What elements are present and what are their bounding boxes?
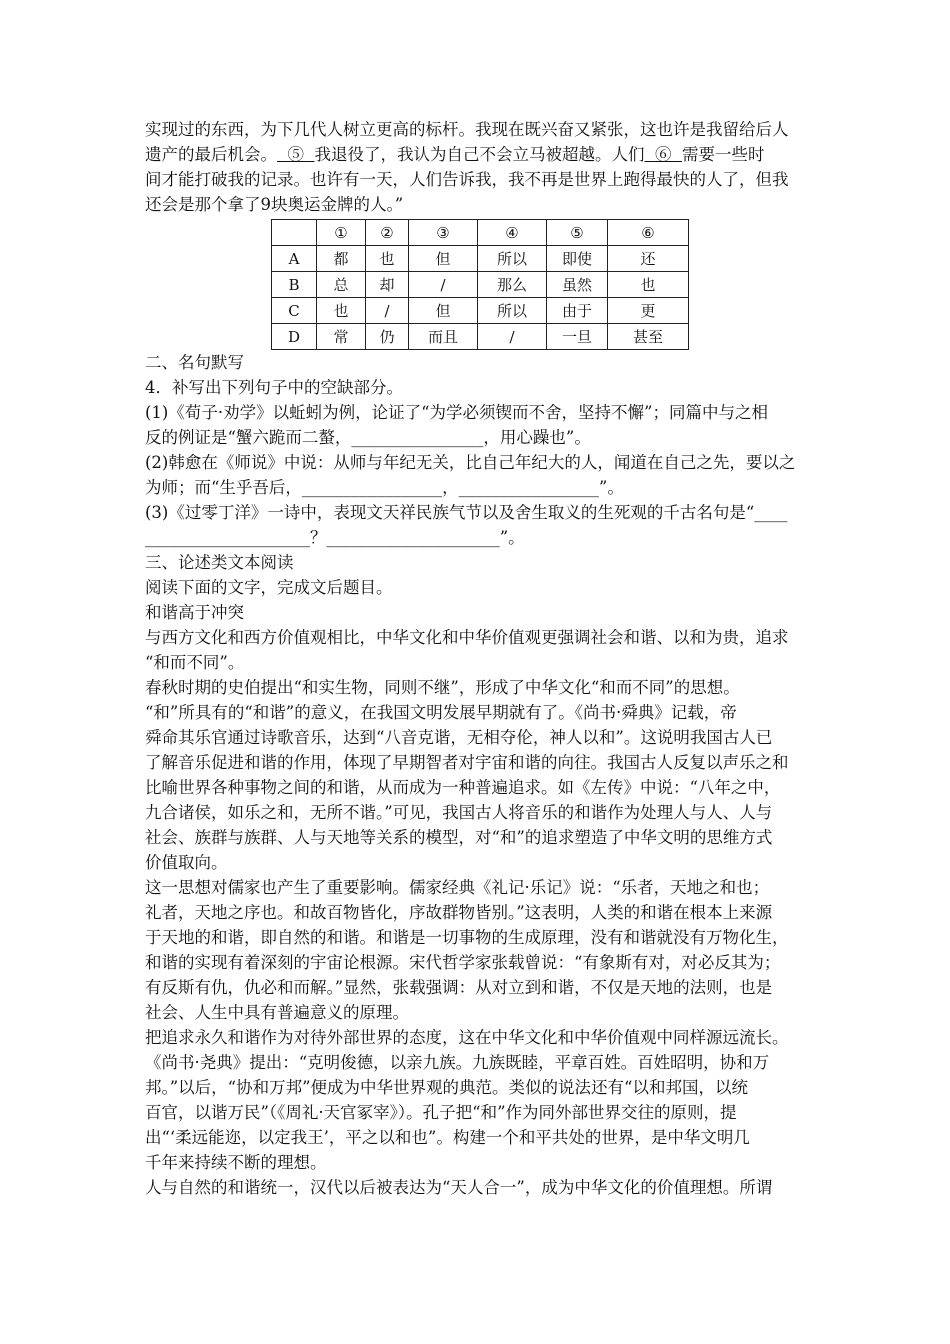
- table-cell: ②: [366, 220, 409, 246]
- question-4-2-line-1: (2)韩愈在《师说》中说：从师与年纪无关，比自己年纪大的人，闻道在自己之先，要以之: [145, 453, 796, 472]
- table-cell: 都: [317, 246, 366, 272]
- table-cell: 甚至: [608, 324, 689, 350]
- article-line: 把追求永久和谐作为对待外部世界的态度，这在中华文化和中华价值观中同样源远流长。: [145, 1028, 789, 1047]
- options-table: [271, 219, 689, 350]
- question-4-3-line-1: (3)《过零丁洋》一诗中，表现文天祥民族气节以及舍生取义的生死观的千古名句是“____: [145, 503, 788, 522]
- table-cell: 总: [317, 272, 366, 298]
- table-cell: 但: [409, 298, 478, 324]
- article-line: 出“‘柔远能迩，以定我王’，平之以和也”。构建一个和平共处的世界，是中华文明几: [145, 1128, 750, 1147]
- table-cell: 却: [366, 272, 409, 298]
- table-cell: 但: [409, 246, 478, 272]
- question-4-1-line-1: (1)《荀子·劝学》以蚯蚓为例，论证了“为学必须锲而不舍，坚持不懈”；同篇中与之相: [145, 403, 768, 422]
- table-cell: C: [272, 298, 317, 324]
- table-cell: 还: [608, 246, 689, 272]
- table-cell: /: [409, 272, 478, 298]
- article-line: 和谐的实现有着深刻的宇宙论根源。宋代哲学家张载曾说：“有象斯有对，对必反其为；: [145, 953, 781, 972]
- table-cell: ④: [478, 220, 547, 246]
- table-cell: 由于: [547, 298, 608, 324]
- table-cell: ⑤: [547, 220, 608, 246]
- article-line: 千年来持续不断的理想。: [145, 1153, 327, 1172]
- table-cell: 那么: [478, 272, 547, 298]
- table-row: [272, 246, 689, 272]
- table-cell: 虽然: [547, 272, 608, 298]
- article-line: 春秋时期的史伯提出“和实生物，同则不继”，形成了中华文化“和而不同”的思想。: [145, 678, 740, 697]
- table-cell: ⑥: [608, 220, 689, 246]
- article-line: 比喻世界各种事物之间的和谐，从而成为一种普遍追求。如《左传》中说：“八年之中，: [145, 778, 781, 797]
- blank-5: ⑤: [287, 145, 304, 164]
- question-4-2-line-2: 为师；而“生乎吾后，_________________，_________________”。: [145, 478, 624, 497]
- table-row: [272, 324, 689, 350]
- section-3-heading: 三、论述类文本阅读: [145, 553, 294, 572]
- article-line: 与西方文化和西方价值观相比，中华文化和中华价值观更强调社会和谐、以和为贵，追求: [145, 628, 789, 647]
- article-line: “和”所具有的“和谐”的意义，在我国文明发展早期就有了。《尚书·舜典》记载，帝: [145, 703, 737, 722]
- article-line: 百官，以谐万民”（《周礼·天官冢宰》）。孔子把“和”作为同外部世界交往的原则，提: [145, 1103, 737, 1122]
- table-cell: 即使: [547, 246, 608, 272]
- table-cell: 仍: [366, 324, 409, 350]
- question-4-3-line-2: ____________________？_____________________”。: [145, 528, 525, 547]
- article-line: 社会、人生中具有普遍意义的原理。: [145, 1003, 409, 1022]
- intro-line-2c: 需要一些时: [682, 145, 765, 164]
- table-cell: D: [272, 324, 317, 350]
- table-cell: 一旦: [547, 324, 608, 350]
- table-cell: B: [272, 272, 317, 298]
- table-cell: 更: [608, 298, 689, 324]
- table-cell: 而且: [409, 324, 478, 350]
- article-line: 邦。”以后，“协和万邦”便成为中华世界观的典范。类似的说法还有“以和邦国，以统: [145, 1078, 748, 1097]
- table-cell: 也: [317, 298, 366, 324]
- table-cell: 也: [366, 246, 409, 272]
- article-line: 社会、族群与族群、人与天地等关系的模型，对“和”的追求塑造了中华文明的思维方式: [145, 828, 773, 847]
- intro-line-2b: 我退役了，我认为自己不会立马被超越。人们: [314, 145, 645, 164]
- table-cell: [272, 220, 317, 246]
- article-line: 有反斯有仇，仇必和而解。”显然，张载强调：从对立到和谐，不仅是天地的法则，也是: [145, 978, 773, 997]
- article-line: 舜命其乐官通过诗歌音乐，达到“八音克谐，无相夺伦，神人以和”。这说明我国古人已: [145, 728, 773, 747]
- table-cell: 常: [317, 324, 366, 350]
- article-line: 礼者，天地之序也。和故百物皆化，序故群物皆别。”这表明，人类的和谐在根本上来源: [145, 903, 773, 922]
- table-cell: /: [478, 324, 547, 350]
- article-title: 和谐高于冲突: [145, 603, 244, 622]
- reading-instruction: 阅读下面的文字，完成文后题目。: [145, 578, 393, 597]
- intro-line-2a: 遗产的最后机会。: [145, 145, 277, 164]
- table-cell: 所以: [478, 298, 547, 324]
- intro-line-4: 还会是那个拿了9块奥运金牌的人。”: [145, 195, 404, 214]
- article-line: 《尚书·尧典》提出：“克明俊德，以亲九族。九族既睦，平章百姓。百姓昭明，协和万: [145, 1053, 770, 1072]
- table-cell: ③: [409, 220, 478, 246]
- section-2-heading: 二、名句默写: [145, 353, 244, 372]
- document-page: [145, 117, 813, 1200]
- article-line: 九合诸侯，如乐之和，无所不谐。”可见，我国古人将音乐的和谐作为处理人与人、人与: [145, 803, 773, 822]
- table-cell: 也: [608, 272, 689, 298]
- table-cell: /: [366, 298, 409, 324]
- table-cell: ①: [317, 220, 366, 246]
- blank-6: ⑥: [655, 145, 672, 164]
- article-line: “和而不同”。: [145, 653, 245, 672]
- intro-line-1: 实现过的东西，为下几代人树立更高的标杆。我现在既兴奋又紧张，这也许是我留给后人: [145, 120, 789, 139]
- intro-line-3: 间才能打破我的记录。也许有一天，人们告诉我，我不再是世界上跑得最快的人了，但我: [145, 170, 789, 189]
- table-header-row: [272, 220, 689, 246]
- question-4-1-line-2: 反的例证是“蟹六跪而二螯，________________，用心躁也”。: [145, 428, 591, 447]
- article-line: 于天地的和谐，即自然的和谐。和谐是一切事物的生成原理，没有和谐就没有万物化生，: [145, 928, 789, 947]
- article-line: 这一思想对儒家也产生了重要影响。儒家经典《礼记·乐记》说：“乐者，天地之和也；: [145, 878, 770, 897]
- table-row: [272, 272, 689, 298]
- intro-line-2: [145, 142, 813, 167]
- question-4: 4．补写出下列句子中的空缺部分。: [145, 378, 403, 397]
- article-line: 人与自然的和谐统一，汉代以后被表达为“天人合一”，成为中华文化的价值理想。所谓: [145, 1178, 773, 1197]
- article-line: 价值取向。: [145, 853, 228, 872]
- article-line: 了解音乐促进和谐的作用，体现了早期智者对宇宙和谐的向往。我国古人反复以声乐之和: [145, 753, 789, 772]
- table-cell: A: [272, 246, 317, 272]
- table-row: [272, 298, 689, 324]
- table-cell: 所以: [478, 246, 547, 272]
